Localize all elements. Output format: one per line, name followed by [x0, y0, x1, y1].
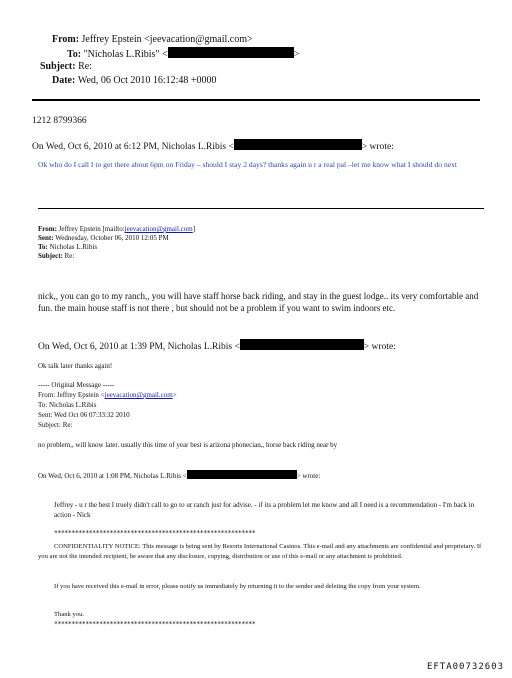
redaction-bar	[168, 47, 294, 58]
redaction-bar	[234, 139, 362, 150]
header-to: To: "Nicholas L.Ribis" < >	[67, 49, 300, 60]
original-to: To: Nicholas L.Ribis	[38, 401, 97, 409]
stars-divider-end: **********************************************************	[54, 620, 256, 628]
reply2-body: Ok talk later thanks again!	[38, 362, 113, 370]
original-from: From: Jeffrey Epstein <jeevacation@gmail.com>	[38, 391, 177, 399]
redaction-bar	[187, 470, 297, 479]
msg2-from: From: Jeffrey Epstein [mailto:jeevacation@gmail.com]	[38, 225, 196, 233]
email-link[interactable]: jeevacation@gmail.com	[104, 391, 173, 399]
reply1-body: Ok who do I call I to get there about 6pm on Friday – should I stay 2 days? thanks again u r a real pal –let me know what I should do next	[38, 160, 458, 169]
reply2-intro: On Wed, Oct 6, 2010 at 1:39 PM, Nicholas L.Ribis < > wrote:	[38, 339, 396, 352]
header-subject: Subject: Re:	[40, 61, 92, 72]
msg2-body: nick,, you can go to my ranch,, you will have staff horse back riding, and stay in the guest lodge.. its very comfortable and fun. the main house staff is not there , but should not be a problem if you want to swim indoors etc.	[38, 291, 479, 313]
reply3-body: Jeffrey - u r the best I truely didn't call to go to ur ranch just for advise. - if its a problem let me know and all I need is a recommendation - I'm back in action - Nick	[54, 501, 475, 519]
stars-divider: **********************************************************	[54, 529, 256, 537]
phone-number: 1212 8799366	[32, 116, 87, 126]
reply1-intro: On Wed, Oct 6, 2010 at 6:12 PM, Nicholas L.Ribis < > wrote:	[32, 139, 394, 152]
original-separator: ----- Original Message -----	[38, 381, 115, 389]
reply3-intro: On Wed, Oct 6, 2010 at 1:08 PM, Nicholas L.Ribis < > wrote:	[38, 472, 321, 480]
original-subject: Subject: Re:	[38, 421, 73, 429]
confidentiality-notice: CONFIDENTIALITY NOTICE: This message is being sent by Resorts International Casinos. This e-mail and any attachments are confidential and proprietary. If you are not the intended recipient, be aware that any disclosure, copying, distribution or use of this e-mail or any attachment is prohibited.	[38, 543, 482, 560]
msg2-subject: Subject: Re:	[38, 252, 75, 260]
error-notice: If you have received this e-mail in error, please notify us immediately by returning it to the sender and deleting the copy from your system.	[54, 583, 421, 590]
document-id: EFTA00732603	[426, 662, 504, 672]
thank-you: Thank you.	[54, 611, 85, 618]
reply1-divider	[38, 208, 484, 209]
original-sent: Sent: Wed Oct 06 07:33:32 2010	[38, 411, 130, 419]
header-date: Date: Wed, 06 Oct 2010 16:12:48 +0000	[52, 75, 217, 86]
header-divider	[32, 99, 480, 101]
email-link[interactable]: jeevacation@gmail.com	[124, 225, 193, 233]
original-body: no problem,, will know later. usually this time of year best is arizona phonecian,, horse back riding near by	[38, 441, 338, 449]
msg2-to: To: Nicholas L.Ribis	[38, 243, 98, 251]
msg2-sent: Sent: Wednesday, October 06, 2010 12:05 PM	[38, 234, 169, 242]
redaction-bar	[240, 339, 364, 350]
header-from: From: Jeffrey Epstein <jeevacation@gmail.com>	[52, 34, 253, 45]
